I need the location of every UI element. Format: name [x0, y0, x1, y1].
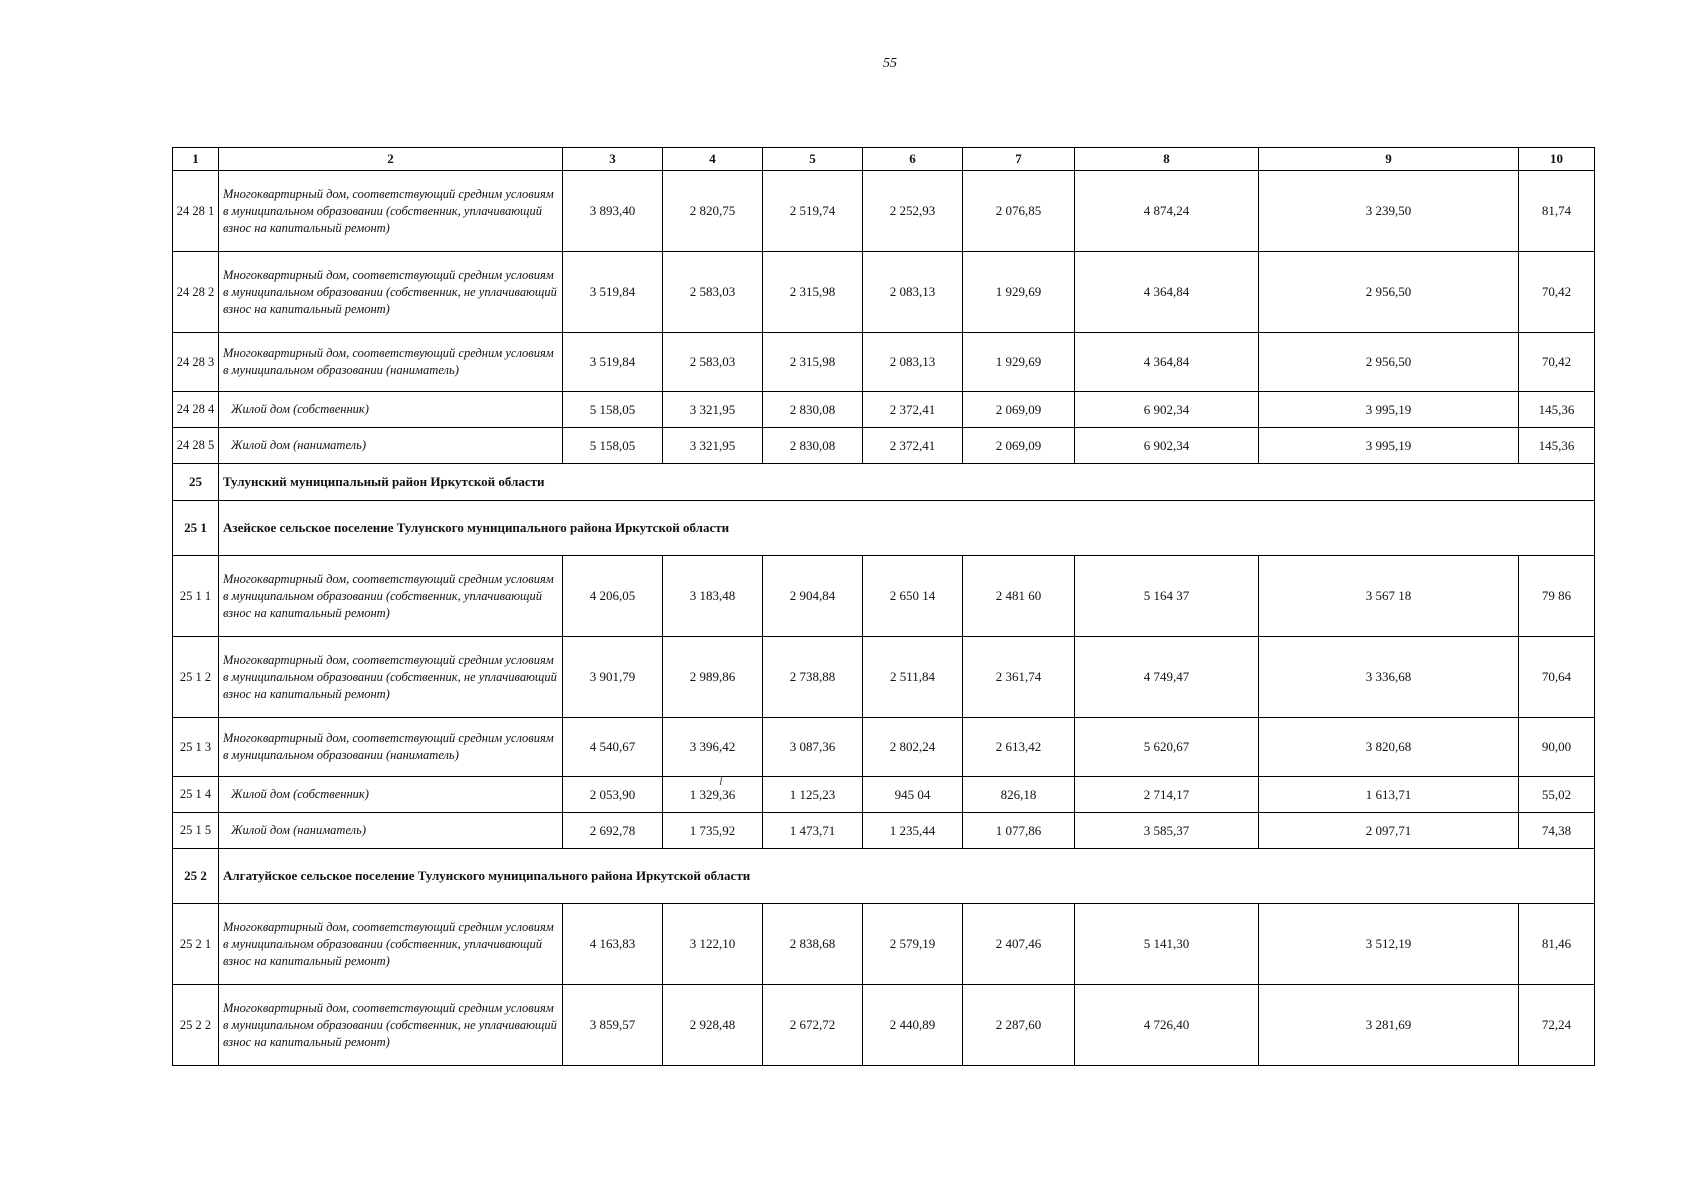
value-cell-col10: 72,24	[1519, 985, 1595, 1066]
row-description: Многоквартирный дом, соответствующий средним условиям в муниципальном образовании (собственник, не уплачивающий взнос на капитальный ремонт)	[219, 985, 563, 1066]
row-description: Жилой дом (собственник)	[219, 777, 563, 813]
row-description: Многоквартирный дом, соответствующий средним условиям в муниципальном образовании (наниматель)	[219, 333, 563, 392]
row-description: Многоквартирный дом, соответствующий средним условиям в муниципальном образовании (собственник, не уплачивающий взнос на капитальный ремонт)	[219, 637, 563, 718]
row-code: 25 1 3	[173, 718, 219, 777]
value-cell-col6: 945 04	[863, 777, 963, 813]
value-cell-col9: 3 512,19	[1259, 904, 1519, 985]
value-cell-col5: 2 830,08	[763, 428, 863, 464]
value-cell-col7: 1 077,86	[963, 813, 1075, 849]
table-row	[173, 777, 1595, 813]
table-row	[173, 904, 1595, 985]
value-cell-col5: 2 738,88	[763, 637, 863, 718]
value-cell-col8: 5 164 37	[1075, 556, 1259, 637]
value-cell-col3: 5 158,05	[563, 392, 663, 428]
section-name: Алгатуйское сельское поселение Тулунского муниципального района Иркутской области	[219, 849, 1595, 904]
value-cell-col6: 2 802,24	[863, 718, 963, 777]
section-row	[173, 501, 1595, 556]
row-description: Многоквартирный дом, соответствующий средним условиям в муниципальном образовании (наниматель)	[219, 718, 563, 777]
column-header-9: 9	[1259, 148, 1519, 171]
row-description: Многоквартирный дом, соответствующий средним условиям в муниципальном образовании (собственник, уплачивающий взнос на капитальный ремонт)	[219, 171, 563, 252]
section-name: Азейское сельское поселение Тулунского муниципального района Иркутской области	[219, 501, 1595, 556]
value-cell-col5: 2 830,08	[763, 392, 863, 428]
table-body	[173, 171, 1595, 1066]
value-cell-col4: 2 583,03	[663, 252, 763, 333]
value-cell-col10: 81,74	[1519, 171, 1595, 252]
value-cell-col9: 3 820,68	[1259, 718, 1519, 777]
value-cell-col9: 3 995,19	[1259, 428, 1519, 464]
value-cell-col4: 2 989,86	[663, 637, 763, 718]
value-cell-col8: 6 902,34	[1075, 392, 1259, 428]
row-description: Жилой дом (собственник)	[219, 392, 563, 428]
value-cell-col10: 55,02	[1519, 777, 1595, 813]
value-cell-col8: 6 902,34	[1075, 428, 1259, 464]
value-cell-col4: 2 583,03	[663, 333, 763, 392]
value-cell-col8: 4 364,84	[1075, 333, 1259, 392]
value-cell-col7: 2 613,42	[963, 718, 1075, 777]
value-cell-col3: 3 859,57	[563, 985, 663, 1066]
value-cell-col4: 2 820,75	[663, 171, 763, 252]
table-row	[173, 333, 1595, 392]
value-cell-col4: 3 122,10	[663, 904, 763, 985]
column-header-10: 10	[1519, 148, 1595, 171]
row-code: 25 1 1	[173, 556, 219, 637]
column-header-4: 4	[663, 148, 763, 171]
table-row	[173, 252, 1595, 333]
value-cell-col6: 2 372,41	[863, 428, 963, 464]
value-cell-col9: 2 956,50	[1259, 252, 1519, 333]
value-cell-col4: 1 735,92	[663, 813, 763, 849]
table-row	[173, 813, 1595, 849]
value-cell-col8: 2 714,17	[1075, 777, 1259, 813]
value-cell-col5: 2 519,74	[763, 171, 863, 252]
row-code: 25 1 5	[173, 813, 219, 849]
value-cell-col7: 1 929,69	[963, 252, 1075, 333]
value-cell-col3: 5 158,05	[563, 428, 663, 464]
row-description: Многоквартирный дом, соответствующий средним условиям в муниципальном образовании (собственник, уплачивающий взнос на капитальный ремонт)	[219, 904, 563, 985]
value-cell-col4: 3 183,48	[663, 556, 763, 637]
value-cell-col3: 2 692,78	[563, 813, 663, 849]
value-cell-col7: 2 069,09	[963, 428, 1075, 464]
section-code: 25 1	[173, 501, 219, 556]
value-cell-col3: 2 053,90	[563, 777, 663, 813]
value-cell-col7: 2 361,74	[963, 637, 1075, 718]
value-cell-col3: 3 901,79	[563, 637, 663, 718]
row-code: 25 2 1	[173, 904, 219, 985]
value-cell-col4: 3 396,42	[663, 718, 763, 777]
value-cell-col6: 1 235,44	[863, 813, 963, 849]
value-cell-col5: 2 315,98	[763, 252, 863, 333]
table-row	[173, 718, 1595, 777]
row-code: 25 2 2	[173, 985, 219, 1066]
value-cell-col5: 2 315,98	[763, 333, 863, 392]
row-code: 24 28 2	[173, 252, 219, 333]
value-cell-col5: 1 125,23	[763, 777, 863, 813]
column-header-7: 7	[963, 148, 1075, 171]
value-cell-col7: 2 069,09	[963, 392, 1075, 428]
value-cell-col5: 3 087,36	[763, 718, 863, 777]
value-cell-col10: 70,42	[1519, 252, 1595, 333]
value-cell-col9: 2 097,71	[1259, 813, 1519, 849]
value-cell-col3: 4 163,83	[563, 904, 663, 985]
value-cell-col6: 2 650 14	[863, 556, 963, 637]
table-row	[173, 392, 1595, 428]
column-header-3: 3	[563, 148, 663, 171]
page-number: 55	[883, 56, 897, 71]
value-cell-col10: 79 86	[1519, 556, 1595, 637]
value-cell-col8: 3 585,37	[1075, 813, 1259, 849]
row-code: 24 28 3	[173, 333, 219, 392]
value-cell-col8: 4 726,40	[1075, 985, 1259, 1066]
row-description: Многоквартирный дом, соответствующий средним условиям в муниципальном образовании (собственник, уплачивающий взнос на капитальный ремонт)	[219, 556, 563, 637]
value-cell-col8: 4 749,47	[1075, 637, 1259, 718]
value-cell-col6: 2 440,89	[863, 985, 963, 1066]
value-cell-col9: 1 613,71	[1259, 777, 1519, 813]
value-cell-col7: 1 929,69	[963, 333, 1075, 392]
table-row	[173, 637, 1595, 718]
column-header-6: 6	[863, 148, 963, 171]
value-cell-col9: 3 336,68	[1259, 637, 1519, 718]
value-cell-col8: 5 620,67	[1075, 718, 1259, 777]
column-header-1: 1	[173, 148, 219, 171]
row-code: 25 1 2	[173, 637, 219, 718]
table-row	[173, 428, 1595, 464]
value-cell-col10: 74,38	[1519, 813, 1595, 849]
value-cell-col4: 1 329,36	[663, 777, 763, 813]
value-cell-col6: 2 372,41	[863, 392, 963, 428]
section-row	[173, 464, 1595, 501]
value-cell-col9: 3 281,69	[1259, 985, 1519, 1066]
value-cell-col5: 2 904,84	[763, 556, 863, 637]
section-code: 25 2	[173, 849, 219, 904]
value-cell-col4: 2 928,48	[663, 985, 763, 1066]
table-row	[173, 985, 1595, 1066]
value-cell-col3: 4 206,05	[563, 556, 663, 637]
value-cell-col10: 90,00	[1519, 718, 1595, 777]
value-cell-col7: 826,18	[963, 777, 1075, 813]
value-cell-col3: 4 540,67	[563, 718, 663, 777]
column-header-2: 2	[219, 148, 563, 171]
section-row	[173, 849, 1595, 904]
section-code: 25	[173, 464, 219, 501]
value-cell-col5: 1 473,71	[763, 813, 863, 849]
value-cell-col3: 3 519,84	[563, 333, 663, 392]
value-cell-col9: 3 995,19	[1259, 392, 1519, 428]
row-code: 24 28 5	[173, 428, 219, 464]
value-cell-col7: 2 481 60	[963, 556, 1075, 637]
value-cell-col6: 2 511,84	[863, 637, 963, 718]
value-cell-col3: 3 893,40	[563, 171, 663, 252]
value-cell-col4: 3 321,95	[663, 392, 763, 428]
value-cell-col9: 3 239,50	[1259, 171, 1519, 252]
value-cell-col8: 4 874,24	[1075, 171, 1259, 252]
value-cell-col10: 145,36	[1519, 392, 1595, 428]
value-cell-col6: 2 252,93	[863, 171, 963, 252]
value-cell-col5: 2 838,68	[763, 904, 863, 985]
column-header-8: 8	[1075, 148, 1259, 171]
value-cell-col8: 5 141,30	[1075, 904, 1259, 985]
header-row	[173, 148, 1595, 171]
value-cell-col10: 81,46	[1519, 904, 1595, 985]
row-description: Многоквартирный дом, соответствующий средним условиям в муниципальном образовании (собственник, не уплачивающий взнос на капитальный ремонт)	[219, 252, 563, 333]
value-cell-col4: 3 321,95	[663, 428, 763, 464]
value-cell-col3: 3 519,84	[563, 252, 663, 333]
section-name: Тулунский муниципальный район Иркутской области	[219, 464, 1595, 501]
value-cell-col10: 145,36	[1519, 428, 1595, 464]
value-cell-col9: 3 567 18	[1259, 556, 1519, 637]
row-code: 24 28 4	[173, 392, 219, 428]
value-cell-col8: 4 364,84	[1075, 252, 1259, 333]
value-cell-col6: 2 083,13	[863, 333, 963, 392]
value-cell-col10: 70,64	[1519, 637, 1595, 718]
value-cell-col7: 2 287,60	[963, 985, 1075, 1066]
value-cell-col9: 2 956,50	[1259, 333, 1519, 392]
value-cell-col6: 2 083,13	[863, 252, 963, 333]
handwritten-tick-mark: l	[719, 773, 723, 788]
value-cell-col10: 70,42	[1519, 333, 1595, 392]
row-code: 25 1 4	[173, 777, 219, 813]
row-code: 24 28 1	[173, 171, 219, 252]
value-cell-col6: 2 579,19	[863, 904, 963, 985]
row-description: Жилой дом (наниматель)	[219, 428, 563, 464]
column-header-5: 5	[763, 148, 863, 171]
row-description: Жилой дом (наниматель)	[219, 813, 563, 849]
table-row	[173, 171, 1595, 252]
value-cell-col7: 2 407,46	[963, 904, 1075, 985]
tariff-table	[172, 147, 1595, 1066]
value-cell-col5: 2 672,72	[763, 985, 863, 1066]
table-row	[173, 556, 1595, 637]
value-cell-col7: 2 076,85	[963, 171, 1075, 252]
